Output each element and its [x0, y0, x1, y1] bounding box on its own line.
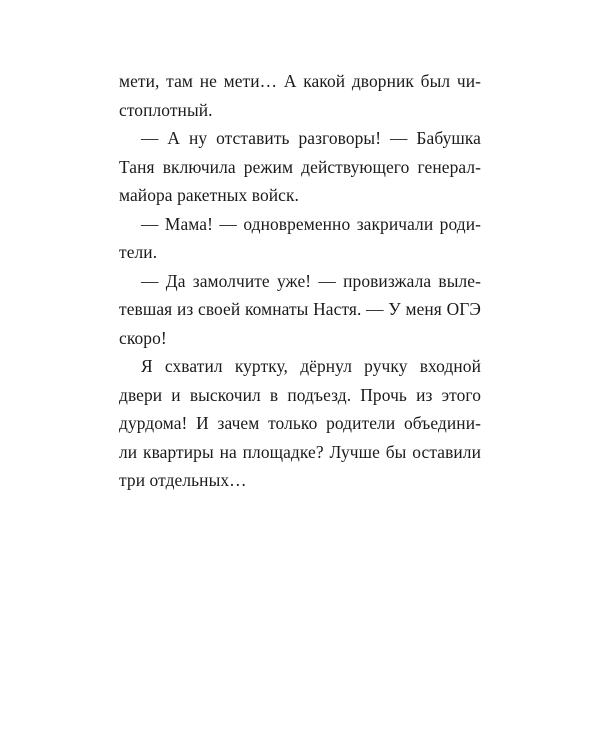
text-line: тели.	[119, 242, 158, 262]
text-line: Я схватил куртку, дёрнул ручку входной	[141, 356, 481, 376]
text-line: ли квартиры на площадке? Лучше бы оставили	[119, 441, 481, 462]
text-line: майора ракетных войск.	[119, 185, 299, 205]
text-line: — Мама! — одновременно закричали роди-	[141, 213, 481, 234]
text-line: — Да замолчите уже! — провизжала выле-	[141, 270, 481, 291]
text-line: тевшая из своей комнаты Настя. — У меня ОГЭ	[119, 299, 481, 319]
text-line: — А ну отставить разговоры! — Бабушка	[141, 128, 481, 148]
text-line: дурдома! И зачем только родители объедини-	[119, 413, 481, 433]
text-line: Таня включила режим действующего генерал-	[119, 156, 481, 177]
text-line: три отдельных…	[119, 470, 247, 490]
text-line: стоплотный.	[119, 99, 213, 120]
text-line: мети, там не мети… А какой дворник был чи-	[119, 71, 481, 91]
text-line: скоро!	[119, 327, 167, 348]
page-text	[119, 67, 481, 495]
text-line: двери и выскочил в подъезд. Прочь из этого	[119, 384, 481, 405]
